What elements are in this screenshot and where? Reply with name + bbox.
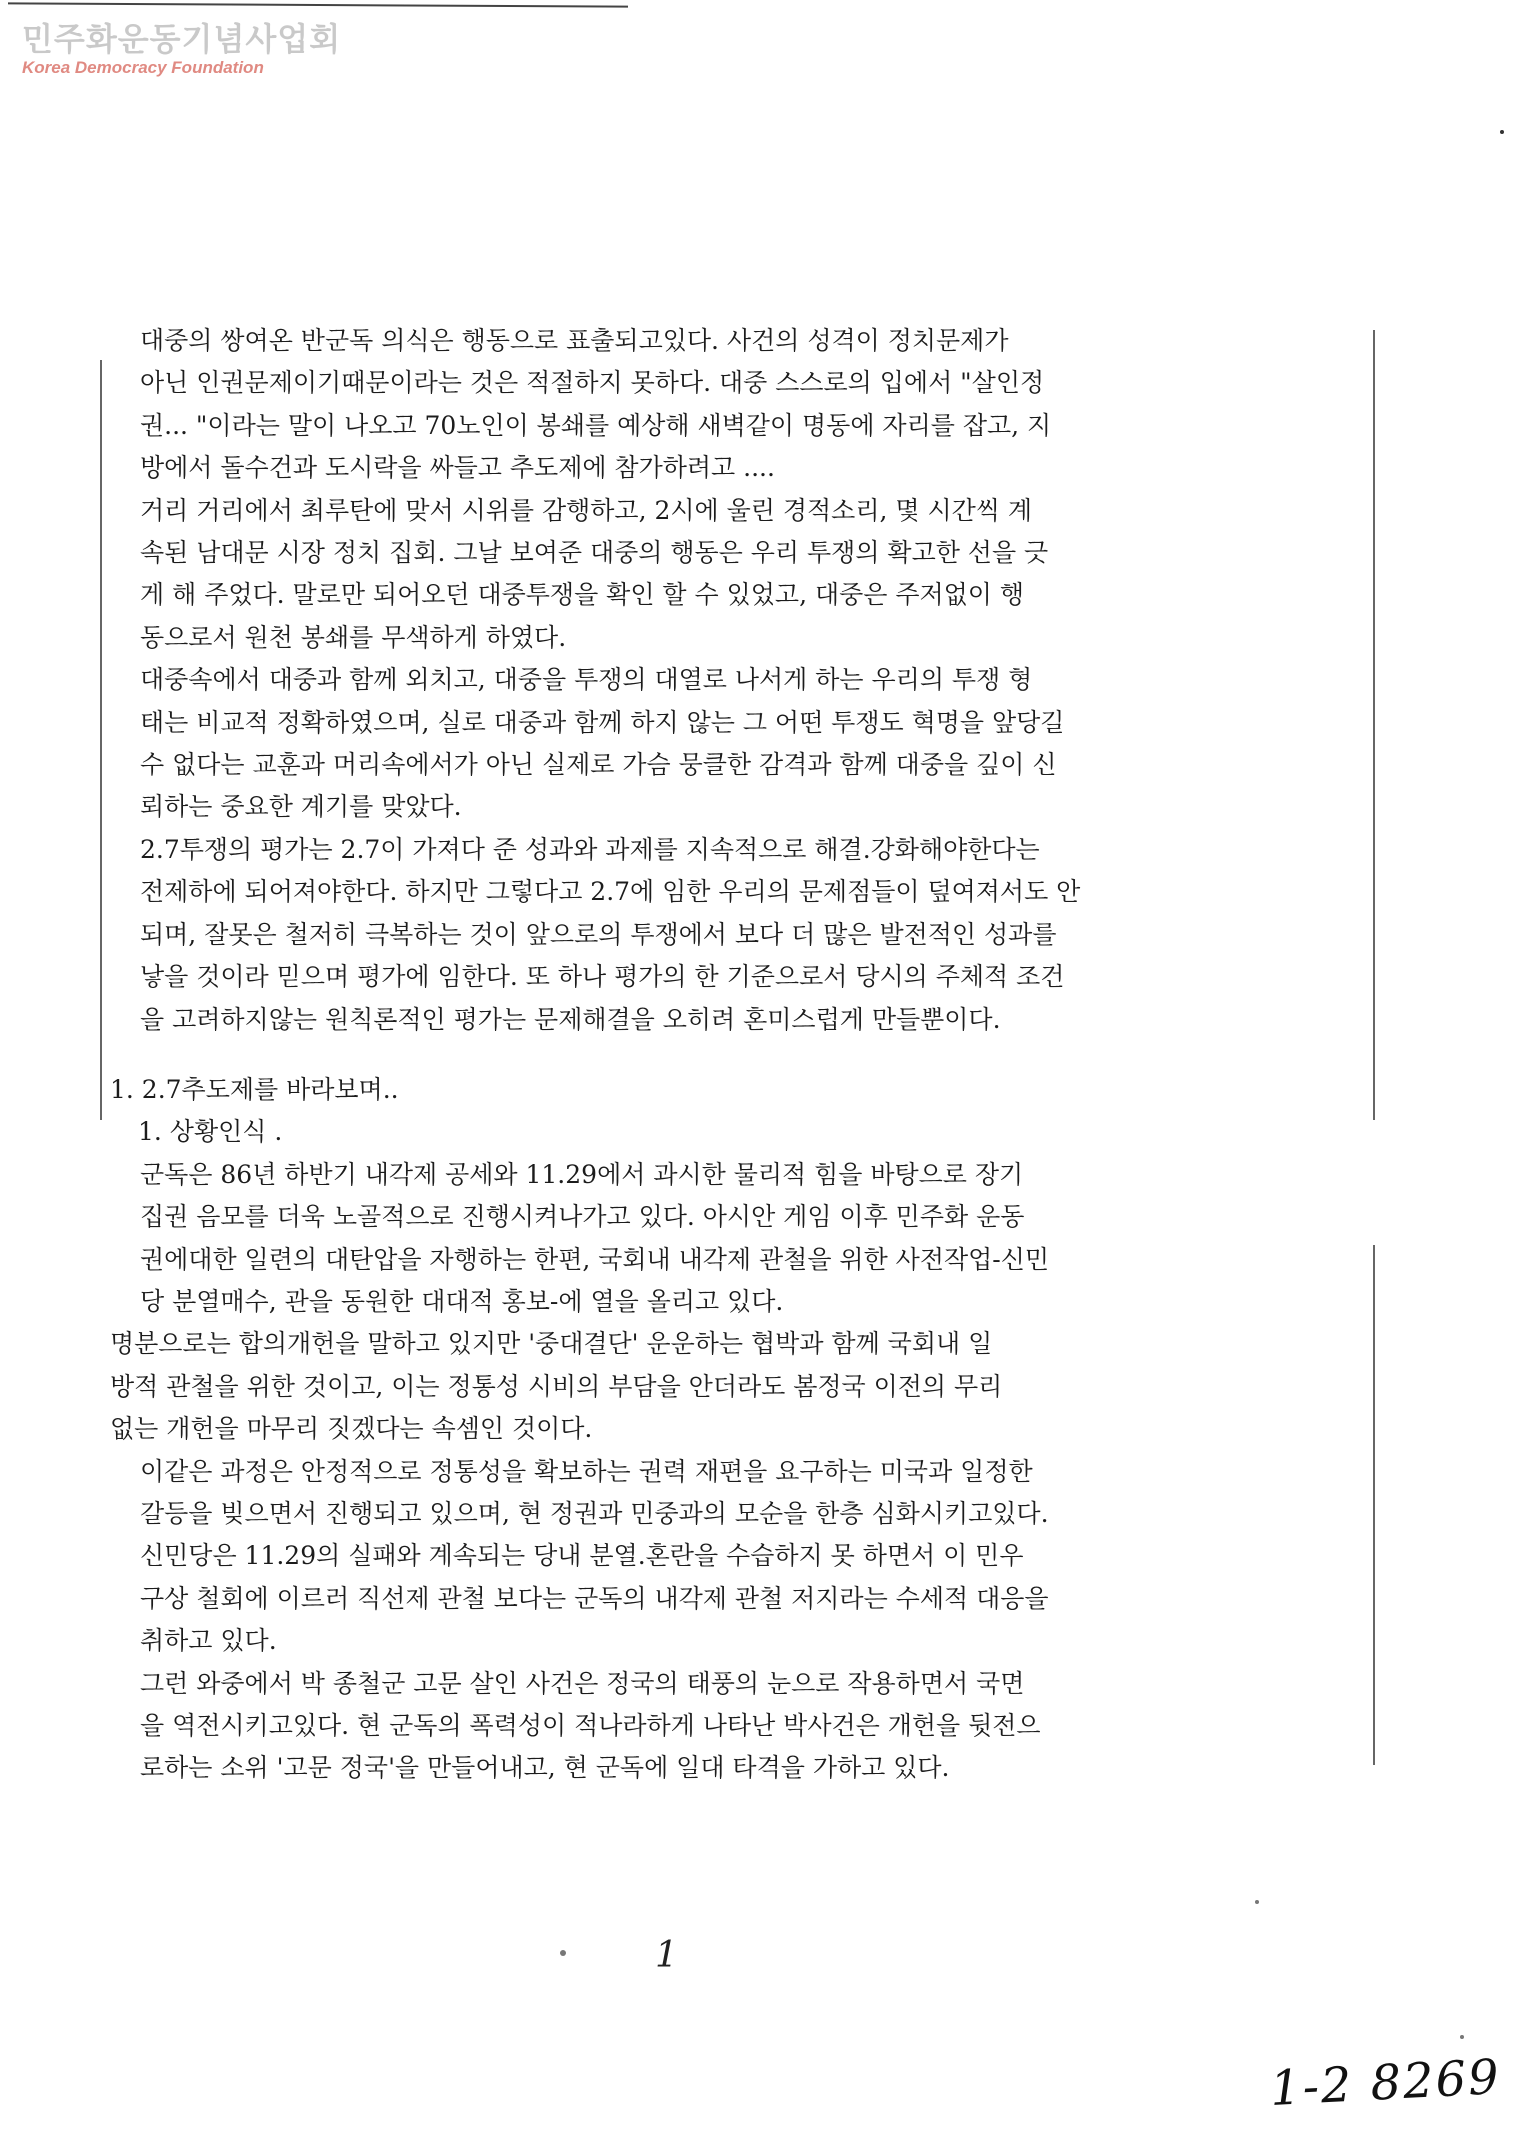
watermark-korean: 민주화운동기념사업회 <box>22 20 342 58</box>
text-line: 방에서 돌수건과 도시락을 싸들고 추도제에 참가하려고 .... <box>140 453 775 483</box>
text-line: 명분으로는 합의개헌을 말하고 있지만 '중대결단' 운운하는 협박과 함께 국회내 일 <box>110 1329 993 1359</box>
intro-paragraph-4 <box>110 829 1370 1041</box>
text-line: 거리 거리에서 최루탄에 맞서 시위를 감행하고, 2시에 울린 경적소리, 몇 시간씩 계 <box>140 495 1033 525</box>
scan-speck <box>1500 130 1504 134</box>
section-1 <box>110 1069 1370 1790</box>
text-line: 취하고 있다. <box>140 1626 277 1656</box>
text-line: 군독은 86년 하반기 내각제 공세와 11.29에서 과시한 물리적 힘을 바탕으로 장기 <box>140 1159 1024 1189</box>
section-paragraph-2 <box>110 1323 1370 1450</box>
text-line: 당 분열매수, 관을 동원한 대대적 홍보-에 열을 올리고 있다. <box>140 1286 784 1316</box>
section-paragraph-5 <box>110 1663 1370 1790</box>
text-line: 을 고려하지않는 원칙론적인 평가는 문제해결을 오히려 혼미스럽게 만들뿐이다. <box>140 1004 1001 1034</box>
scan-speck <box>1255 1900 1259 1904</box>
text-line: 권... "이라는 말이 나오고 70노인이 봉쇄를 예상해 새벽같이 명동에 자리를 잡고, 지 <box>140 410 1052 440</box>
document-body <box>110 320 1370 1790</box>
text-line: 을 역전시키고있다. 현 군독의 폭력성이 적나라하게 나타난 박사건은 개헌을 뒷전으 <box>140 1711 1041 1740</box>
top-rule <box>8 2 628 7</box>
text-line: 뢰하는 중요한 계기를 맞았다. <box>140 792 462 822</box>
right-margin-line <box>1373 330 1375 1120</box>
intro-paragraph-3 <box>110 659 1370 829</box>
text-line: 방적 관철을 위한 것이고, 이는 정통성 시비의 부담을 안더라도 봄정국 이전의 무리 <box>110 1371 1003 1401</box>
text-line: 낳을 것이라 믿으며 평가에 임한다. 또 하나 평가의 한 기준으로서 당시의 주체적 조건 <box>140 962 1065 992</box>
intro-paragraph-1 <box>110 320 1370 490</box>
text-line: 수 없다는 교훈과 머리속에서가 아닌 실제로 가슴 뭉클한 감격과 함께 대중을 깊이 신 <box>140 750 1057 780</box>
text-line: 속된 남대문 시장 정치 집회. 그날 보여준 대중의 행동은 우리 투쟁의 확고한 선을 긋 <box>140 538 1049 568</box>
text-line: 대중속에서 대중과 함께 외치고, 대중을 투쟁의 대열로 나서게 하는 우리의 투쟁 형 <box>140 665 1033 695</box>
scan-speck <box>560 1950 566 1956</box>
text-line: 대중의 쌍여온 반군독 의식은 행동으로 표출되고있다. 사건의 성격이 정치문제가 <box>140 326 1009 355</box>
section-paragraph-1 <box>110 1154 1370 1324</box>
intro-section <box>110 320 1370 1041</box>
text-line: 권에대한 일련의 대탄압을 자행하는 한편, 국회내 내각제 관철을 위한 사전작업-신민 <box>140 1244 1050 1274</box>
text-line: 그런 와중에서 박 종철군 고문 살인 사건은 정국의 태풍의 눈으로 작용하면서 국면 <box>140 1668 1025 1698</box>
sub-heading: 1. 상황인식 . <box>138 1117 283 1147</box>
section-paragraph-4 <box>110 1535 1370 1662</box>
left-margin-line <box>100 360 102 1120</box>
text-line: 로하는 소위 '고문 정국'을 만들어내고, 현 군독에 일대 타격을 가하고 있다. <box>140 1753 950 1783</box>
section-paragraph-3 <box>110 1451 1370 1536</box>
archive-number: 1-2 8269 <box>1268 2049 1503 2117</box>
text-line: 태는 비교적 정확하였으며, 실로 대중과 함께 하지 않는 그 어떤 투쟁도 혁명을 앞당길 <box>140 707 1065 737</box>
text-line: 갈등을 빚으면서 진행되고 있으며, 현 정권과 민중과의 모순을 한층 심화시키고있다. <box>140 1498 1049 1528</box>
page-number: 1 <box>655 1935 678 1976</box>
text-line: 아닌 인권문제이기때문이라는 것은 적절하지 못하다. 대중 스스로의 입에서 "살인정 <box>140 368 1045 398</box>
text-line: 전제하에 되어져야한다. 하지만 그렇다고 2.7에 임한 우리의 문제점들이 덮여져서도 안 <box>140 877 1081 907</box>
text-line: 2.7투쟁의 평가는 2.7이 가져다 준 성과와 과제를 지속적으로 해결.강화해야한다는 <box>140 834 1040 864</box>
text-line: 집권 음모를 더욱 노골적으로 진행시켜나가고 있다. 아시안 게임 이후 민주화 운동 <box>140 1202 1025 1232</box>
text-line: 되며, 잘못은 철저히 극복하는 것이 앞으로의 투쟁에서 보다 더 많은 발전적인 성과를 <box>140 919 1057 949</box>
text-line: 구상 철회에 이르러 직선제 관철 보다는 군독의 내각제 관철 저지라는 수세적 대응을 <box>140 1583 1049 1613</box>
intro-paragraph-2 <box>110 490 1370 660</box>
text-line: 게 해 주었다. 말로만 되어오던 대중투쟁을 확인 할 수 있었고, 대중은 주저없이 행 <box>140 580 1025 610</box>
text-line: 동으로서 원천 봉쇄를 무색하게 하였다. <box>140 622 567 652</box>
text-line: 이같은 과정은 안정적으로 정통성을 확보하는 권력 재편을 요구하는 미국과 일정한 <box>140 1456 1033 1486</box>
foundation-watermark <box>22 20 341 78</box>
scan-speck <box>1460 2035 1464 2039</box>
right-margin-line-lower <box>1373 1245 1375 1765</box>
watermark-english: Korea Democracy Foundation <box>22 58 264 77</box>
text-line: 없는 개헌을 마무리 짓겠다는 속셈인 것이다. <box>110 1414 593 1444</box>
text-line: 신민당은 11.29의 실패와 계속되는 당내 분열.혼란을 수습하지 못 하면서 이 민우 <box>140 1541 1024 1571</box>
section-heading: 1. 2.7추도제를 바라보며.. <box>110 1074 399 1104</box>
